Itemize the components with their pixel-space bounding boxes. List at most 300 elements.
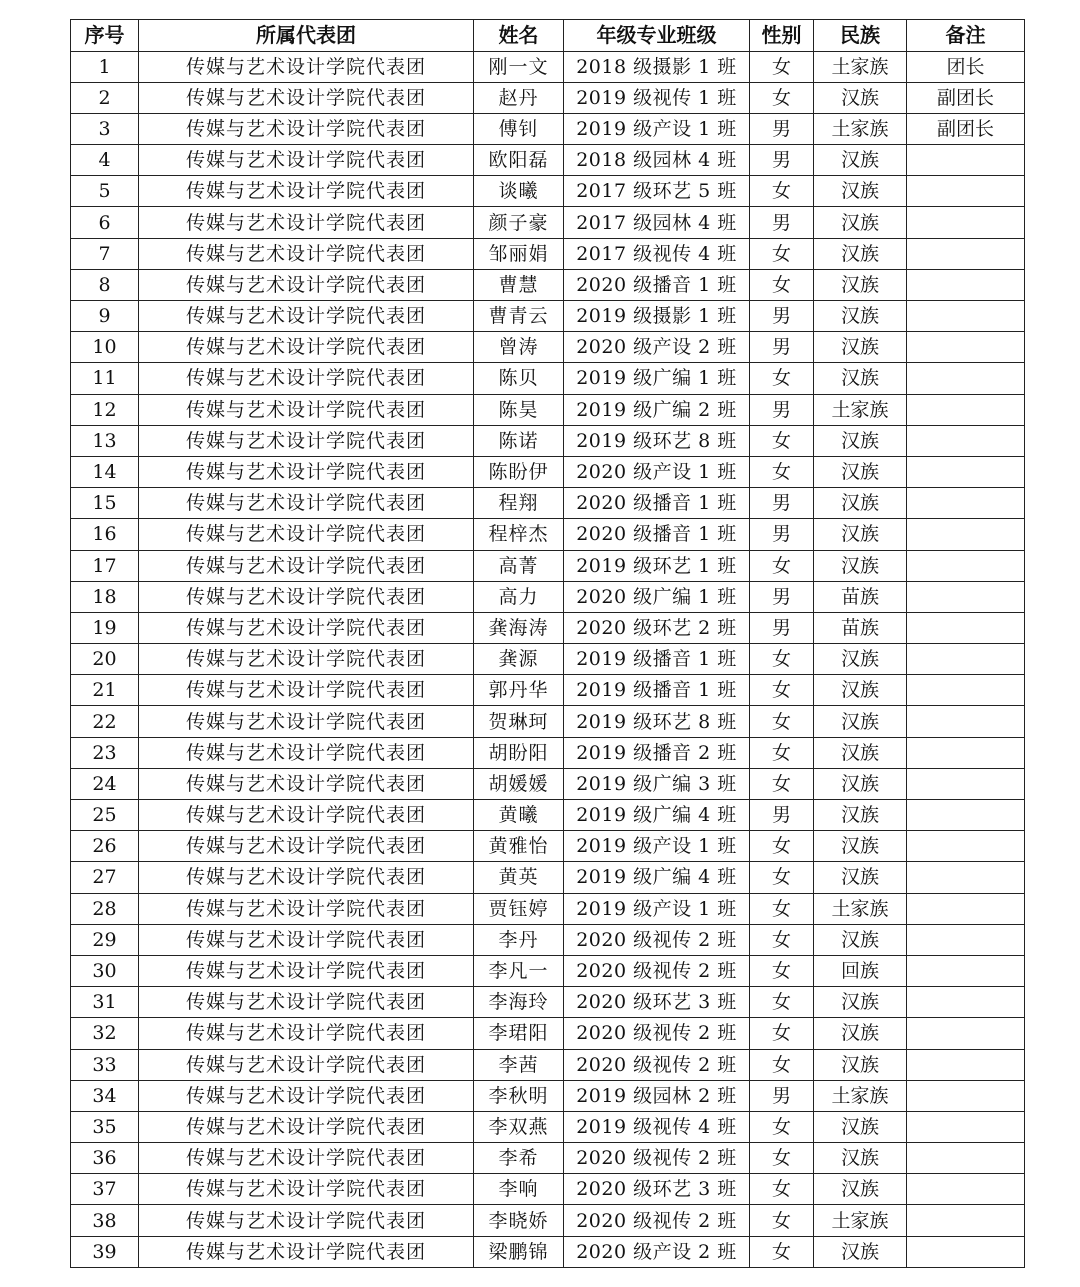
cell-delegation: 传媒与艺术设计学院代表团 <box>139 612 474 643</box>
cell-class: 2020 级视传 2 班 <box>564 955 750 986</box>
cell-remarks <box>907 1080 1025 1111</box>
cell-index: 13 <box>71 425 139 456</box>
cell-delegation: 传媒与艺术设计学院代表团 <box>139 955 474 986</box>
cell-gender: 女 <box>750 768 814 799</box>
cell-remarks <box>907 893 1025 924</box>
table-row <box>71 893 1025 924</box>
cell-remarks <box>907 176 1025 207</box>
cell-gender: 男 <box>750 113 814 144</box>
cell-ethnicity: 汉族 <box>814 363 907 394</box>
cell-remarks <box>907 550 1025 581</box>
cell-delegation: 传媒与艺术设计学院代表团 <box>139 706 474 737</box>
cell-gender: 男 <box>750 145 814 176</box>
table-row <box>71 550 1025 581</box>
cell-index: 36 <box>71 1143 139 1174</box>
cell-class: 2019 级广编 4 班 <box>564 862 750 893</box>
header-name: 姓名 <box>474 20 564 52</box>
cell-delegation: 传媒与艺术设计学院代表团 <box>139 269 474 300</box>
table-row <box>71 706 1025 737</box>
cell-gender: 女 <box>750 1111 814 1142</box>
cell-delegation: 传媒与艺术设计学院代表团 <box>139 581 474 612</box>
cell-remarks <box>907 581 1025 612</box>
cell-gender: 女 <box>750 644 814 675</box>
cell-remarks: 副团长 <box>907 113 1025 144</box>
cell-ethnicity: 汉族 <box>814 425 907 456</box>
cell-name: 李双燕 <box>474 1111 564 1142</box>
cell-class: 2020 级视传 2 班 <box>564 924 750 955</box>
cell-index: 5 <box>71 176 139 207</box>
cell-ethnicity: 汉族 <box>814 1236 907 1267</box>
cell-name: 陈盼伊 <box>474 456 564 487</box>
cell-ethnicity: 苗族 <box>814 581 907 612</box>
cell-class: 2019 级播音 1 班 <box>564 644 750 675</box>
table-row <box>71 1236 1025 1267</box>
cell-remarks <box>907 862 1025 893</box>
cell-delegation: 传媒与艺术设计学院代表团 <box>139 862 474 893</box>
table-row <box>71 768 1025 799</box>
cell-delegation: 传媒与艺术设计学院代表团 <box>139 1049 474 1080</box>
cell-gender: 女 <box>750 82 814 113</box>
cell-ethnicity: 汉族 <box>814 831 907 862</box>
cell-index: 4 <box>71 145 139 176</box>
cell-gender: 女 <box>750 1236 814 1267</box>
table-row <box>71 145 1025 176</box>
cell-index: 29 <box>71 924 139 955</box>
cell-gender: 男 <box>750 394 814 425</box>
cell-gender: 女 <box>750 706 814 737</box>
table-row <box>71 1205 1025 1236</box>
cell-class: 2020 级广编 1 班 <box>564 581 750 612</box>
cell-name: 胡盼阳 <box>474 737 564 768</box>
cell-name: 陈昊 <box>474 394 564 425</box>
cell-class: 2019 级产设 1 班 <box>564 113 750 144</box>
table-row <box>71 737 1025 768</box>
cell-name: 李凡一 <box>474 955 564 986</box>
table-row <box>71 269 1025 300</box>
cell-gender: 男 <box>750 1080 814 1111</box>
cell-ethnicity: 土家族 <box>814 1205 907 1236</box>
cell-index: 9 <box>71 301 139 332</box>
cell-gender: 女 <box>750 269 814 300</box>
cell-index: 28 <box>71 893 139 924</box>
cell-index: 1 <box>71 51 139 82</box>
cell-index: 6 <box>71 207 139 238</box>
delegation-roster-table <box>70 19 1025 1268</box>
cell-class: 2020 级视传 2 班 <box>564 1205 750 1236</box>
header-ethnicity: 民族 <box>814 20 907 52</box>
header-delegation: 所属代表团 <box>139 20 474 52</box>
cell-gender: 女 <box>750 924 814 955</box>
cell-ethnicity: 汉族 <box>814 145 907 176</box>
cell-class: 2019 级环艺 8 班 <box>564 706 750 737</box>
cell-remarks <box>907 425 1025 456</box>
cell-remarks <box>907 924 1025 955</box>
cell-name: 李丹 <box>474 924 564 955</box>
cell-name: 曾涛 <box>474 332 564 363</box>
cell-name: 李晓娇 <box>474 1205 564 1236</box>
cell-index: 17 <box>71 550 139 581</box>
cell-remarks <box>907 363 1025 394</box>
cell-remarks <box>907 612 1025 643</box>
cell-remarks <box>907 269 1025 300</box>
cell-name: 曹慧 <box>474 269 564 300</box>
cell-gender: 女 <box>750 893 814 924</box>
cell-gender: 男 <box>750 519 814 550</box>
cell-ethnicity: 汉族 <box>814 1174 907 1205</box>
cell-name: 谈曦 <box>474 176 564 207</box>
cell-remarks <box>907 456 1025 487</box>
cell-index: 21 <box>71 675 139 706</box>
cell-ethnicity: 汉族 <box>814 706 907 737</box>
table-row <box>71 363 1025 394</box>
table-row <box>71 51 1025 82</box>
cell-class: 2020 级产设 2 班 <box>564 332 750 363</box>
cell-delegation: 传媒与艺术设计学院代表团 <box>139 488 474 519</box>
cell-index: 14 <box>71 456 139 487</box>
cell-ethnicity: 汉族 <box>814 456 907 487</box>
table-row <box>71 301 1025 332</box>
cell-gender: 女 <box>750 425 814 456</box>
cell-gender: 女 <box>750 176 814 207</box>
cell-gender: 男 <box>750 581 814 612</box>
cell-ethnicity: 汉族 <box>814 924 907 955</box>
cell-index: 12 <box>71 394 139 425</box>
cell-ethnicity: 土家族 <box>814 1080 907 1111</box>
cell-remarks <box>907 800 1025 831</box>
cell-delegation: 传媒与艺术设计学院代表团 <box>139 1018 474 1049</box>
cell-ethnicity: 汉族 <box>814 675 907 706</box>
table-row <box>71 831 1025 862</box>
cell-remarks <box>907 831 1025 862</box>
cell-gender: 男 <box>750 800 814 831</box>
cell-index: 27 <box>71 862 139 893</box>
header-class: 年级专业班级 <box>564 20 750 52</box>
cell-gender: 女 <box>750 737 814 768</box>
cell-class: 2019 级广编 3 班 <box>564 768 750 799</box>
cell-delegation: 传媒与艺术设计学院代表团 <box>139 1111 474 1142</box>
cell-delegation: 传媒与艺术设计学院代表团 <box>139 1205 474 1236</box>
cell-gender: 女 <box>750 456 814 487</box>
table-row <box>71 1018 1025 1049</box>
cell-delegation: 传媒与艺术设计学院代表团 <box>139 1080 474 1111</box>
cell-class: 2019 级产设 1 班 <box>564 831 750 862</box>
table-row <box>71 425 1025 456</box>
table-row <box>71 456 1025 487</box>
cell-name: 高菁 <box>474 550 564 581</box>
table-row <box>71 644 1025 675</box>
cell-name: 李海玲 <box>474 987 564 1018</box>
cell-gender: 男 <box>750 207 814 238</box>
cell-ethnicity: 土家族 <box>814 394 907 425</box>
cell-class: 2019 级环艺 8 班 <box>564 425 750 456</box>
cell-gender: 女 <box>750 1018 814 1049</box>
cell-ethnicity: 汉族 <box>814 800 907 831</box>
cell-class: 2020 级环艺 3 班 <box>564 987 750 1018</box>
cell-ethnicity: 汉族 <box>814 238 907 269</box>
table-row <box>71 176 1025 207</box>
cell-gender: 男 <box>750 301 814 332</box>
cell-index: 25 <box>71 800 139 831</box>
cell-index: 38 <box>71 1205 139 1236</box>
table-row <box>71 800 1025 831</box>
cell-remarks <box>907 955 1025 986</box>
cell-class: 2017 级环艺 5 班 <box>564 176 750 207</box>
cell-remarks <box>907 145 1025 176</box>
cell-remarks <box>907 1205 1025 1236</box>
cell-ethnicity: 汉族 <box>814 1018 907 1049</box>
cell-index: 2 <box>71 82 139 113</box>
cell-remarks <box>907 1018 1025 1049</box>
cell-delegation: 传媒与艺术设计学院代表团 <box>139 1174 474 1205</box>
table-row <box>71 332 1025 363</box>
cell-remarks <box>907 1111 1025 1142</box>
cell-index: 15 <box>71 488 139 519</box>
cell-ethnicity: 汉族 <box>814 488 907 519</box>
cell-gender: 男 <box>750 332 814 363</box>
cell-delegation: 传媒与艺术设计学院代表团 <box>139 456 474 487</box>
cell-delegation: 传媒与艺术设计学院代表团 <box>139 519 474 550</box>
cell-name: 程梓杰 <box>474 519 564 550</box>
cell-class: 2018 级摄影 1 班 <box>564 51 750 82</box>
cell-ethnicity: 回族 <box>814 955 907 986</box>
cell-delegation: 传媒与艺术设计学院代表团 <box>139 800 474 831</box>
cell-name: 陈贝 <box>474 363 564 394</box>
cell-class: 2019 级视传 1 班 <box>564 82 750 113</box>
cell-index: 39 <box>71 1236 139 1267</box>
cell-name: 刚一文 <box>474 51 564 82</box>
cell-remarks <box>907 301 1025 332</box>
cell-name: 李珺阳 <box>474 1018 564 1049</box>
cell-index: 20 <box>71 644 139 675</box>
cell-ethnicity: 汉族 <box>814 768 907 799</box>
cell-class: 2019 级广编 1 班 <box>564 363 750 394</box>
cell-class: 2019 级产设 1 班 <box>564 893 750 924</box>
cell-remarks <box>907 332 1025 363</box>
table-row <box>71 394 1025 425</box>
cell-class: 2019 级广编 4 班 <box>564 800 750 831</box>
header-row <box>71 20 1025 52</box>
cell-gender: 女 <box>750 675 814 706</box>
cell-gender: 女 <box>750 1049 814 1080</box>
cell-remarks: 团长 <box>907 51 1025 82</box>
cell-ethnicity: 汉族 <box>814 1111 907 1142</box>
cell-index: 33 <box>71 1049 139 1080</box>
cell-class: 2020 级环艺 3 班 <box>564 1174 750 1205</box>
cell-name: 李响 <box>474 1174 564 1205</box>
cell-name: 赵丹 <box>474 82 564 113</box>
cell-delegation: 传媒与艺术设计学院代表团 <box>139 394 474 425</box>
cell-index: 7 <box>71 238 139 269</box>
cell-ethnicity: 土家族 <box>814 51 907 82</box>
cell-name: 梁鹏锦 <box>474 1236 564 1267</box>
delegation-roster-sheet <box>70 19 1024 1268</box>
cell-gender: 女 <box>750 955 814 986</box>
cell-name: 龚海涛 <box>474 612 564 643</box>
cell-delegation: 传媒与艺术设计学院代表团 <box>139 176 474 207</box>
cell-remarks <box>907 394 1025 425</box>
cell-gender: 女 <box>750 51 814 82</box>
cell-remarks <box>907 737 1025 768</box>
cell-name: 李希 <box>474 1143 564 1174</box>
cell-name: 曹青云 <box>474 301 564 332</box>
cell-index: 22 <box>71 706 139 737</box>
cell-class: 2020 级环艺 2 班 <box>564 612 750 643</box>
cell-class: 2020 级播音 1 班 <box>564 488 750 519</box>
cell-index: 10 <box>71 332 139 363</box>
cell-remarks <box>907 238 1025 269</box>
cell-ethnicity: 汉族 <box>814 269 907 300</box>
cell-index: 31 <box>71 987 139 1018</box>
cell-name: 程翔 <box>474 488 564 519</box>
cell-delegation: 传媒与艺术设计学院代表团 <box>139 145 474 176</box>
cell-name: 高力 <box>474 581 564 612</box>
cell-delegation: 传媒与艺术设计学院代表团 <box>139 675 474 706</box>
cell-ethnicity: 汉族 <box>814 207 907 238</box>
cell-ethnicity: 汉族 <box>814 1049 907 1080</box>
cell-gender: 女 <box>750 238 814 269</box>
cell-class: 2019 级广编 2 班 <box>564 394 750 425</box>
header-gender: 性别 <box>750 20 814 52</box>
cell-name: 李秋明 <box>474 1080 564 1111</box>
table-row <box>71 238 1025 269</box>
cell-name: 欧阳磊 <box>474 145 564 176</box>
cell-name: 龚源 <box>474 644 564 675</box>
cell-ethnicity: 汉族 <box>814 82 907 113</box>
table-row <box>71 207 1025 238</box>
cell-index: 37 <box>71 1174 139 1205</box>
cell-name: 邹丽娟 <box>474 238 564 269</box>
cell-gender: 女 <box>750 862 814 893</box>
cell-gender: 女 <box>750 987 814 1018</box>
cell-remarks <box>907 644 1025 675</box>
cell-remarks <box>907 1236 1025 1267</box>
cell-delegation: 传媒与艺术设计学院代表团 <box>139 238 474 269</box>
cell-delegation: 传媒与艺术设计学院代表团 <box>139 550 474 581</box>
cell-class: 2019 级播音 2 班 <box>564 737 750 768</box>
cell-remarks <box>907 488 1025 519</box>
cell-gender: 女 <box>750 550 814 581</box>
cell-gender: 女 <box>750 1174 814 1205</box>
cell-index: 35 <box>71 1111 139 1142</box>
cell-delegation: 传媒与艺术设计学院代表团 <box>139 737 474 768</box>
cell-delegation: 传媒与艺术设计学院代表团 <box>139 207 474 238</box>
cell-class: 2017 级园林 4 班 <box>564 207 750 238</box>
cell-ethnicity: 苗族 <box>814 612 907 643</box>
cell-delegation: 传媒与艺术设计学院代表团 <box>139 301 474 332</box>
cell-ethnicity: 汉族 <box>814 644 907 675</box>
cell-delegation: 传媒与艺术设计学院代表团 <box>139 82 474 113</box>
cell-class: 2019 级播音 1 班 <box>564 675 750 706</box>
cell-index: 18 <box>71 581 139 612</box>
table-row <box>71 862 1025 893</box>
cell-class: 2019 级园林 2 班 <box>564 1080 750 1111</box>
table-row <box>71 1111 1025 1142</box>
cell-class: 2017 级视传 4 班 <box>564 238 750 269</box>
cell-delegation: 传媒与艺术设计学院代表团 <box>139 363 474 394</box>
cell-ethnicity: 土家族 <box>814 113 907 144</box>
cell-remarks <box>907 768 1025 799</box>
cell-class: 2020 级产设 2 班 <box>564 1236 750 1267</box>
cell-gender: 女 <box>750 1205 814 1236</box>
cell-gender: 女 <box>750 831 814 862</box>
cell-name: 陈诺 <box>474 425 564 456</box>
cell-index: 16 <box>71 519 139 550</box>
cell-remarks <box>907 519 1025 550</box>
cell-index: 3 <box>71 113 139 144</box>
table-row <box>71 1143 1025 1174</box>
cell-ethnicity: 汉族 <box>814 1143 907 1174</box>
cell-ethnicity: 汉族 <box>814 737 907 768</box>
cell-index: 23 <box>71 737 139 768</box>
cell-ethnicity: 汉族 <box>814 301 907 332</box>
cell-delegation: 传媒与艺术设计学院代表团 <box>139 893 474 924</box>
cell-remarks <box>907 706 1025 737</box>
cell-class: 2020 级视传 2 班 <box>564 1143 750 1174</box>
cell-delegation: 传媒与艺术设计学院代表团 <box>139 332 474 363</box>
cell-index: 11 <box>71 363 139 394</box>
cell-name: 李茜 <box>474 1049 564 1080</box>
cell-gender: 男 <box>750 488 814 519</box>
cell-delegation: 传媒与艺术设计学院代表团 <box>139 924 474 955</box>
cell-gender: 女 <box>750 363 814 394</box>
cell-name: 黄曦 <box>474 800 564 831</box>
table-row <box>71 612 1025 643</box>
cell-ethnicity: 汉族 <box>814 550 907 581</box>
cell-delegation: 传媒与艺术设计学院代表团 <box>139 113 474 144</box>
table-row <box>71 1049 1025 1080</box>
header-index: 序号 <box>71 20 139 52</box>
cell-gender: 女 <box>750 1143 814 1174</box>
cell-delegation: 传媒与艺术设计学院代表团 <box>139 1236 474 1267</box>
table-row <box>71 82 1025 113</box>
cell-ethnicity: 汉族 <box>814 862 907 893</box>
roster-body <box>71 51 1025 1267</box>
cell-name: 黄雅怡 <box>474 831 564 862</box>
cell-name: 颜子豪 <box>474 207 564 238</box>
table-row <box>71 519 1025 550</box>
cell-class: 2020 级播音 1 班 <box>564 269 750 300</box>
cell-index: 24 <box>71 768 139 799</box>
cell-remarks <box>907 1049 1025 1080</box>
cell-delegation: 传媒与艺术设计学院代表团 <box>139 987 474 1018</box>
cell-delegation: 传媒与艺术设计学院代表团 <box>139 644 474 675</box>
table-row <box>71 1080 1025 1111</box>
cell-class: 2020 级产设 1 班 <box>564 456 750 487</box>
cell-class: 2019 级摄影 1 班 <box>564 301 750 332</box>
cell-name: 胡媛媛 <box>474 768 564 799</box>
cell-delegation: 传媒与艺术设计学院代表团 <box>139 768 474 799</box>
cell-name: 黄英 <box>474 862 564 893</box>
cell-delegation: 传媒与艺术设计学院代表团 <box>139 425 474 456</box>
cell-remarks <box>907 1143 1025 1174</box>
cell-ethnicity: 汉族 <box>814 519 907 550</box>
cell-index: 34 <box>71 1080 139 1111</box>
cell-class: 2020 级视传 2 班 <box>564 1018 750 1049</box>
table-row <box>71 955 1025 986</box>
cell-name: 贾钰婷 <box>474 893 564 924</box>
cell-delegation: 传媒与艺术设计学院代表团 <box>139 1143 474 1174</box>
cell-remarks <box>907 987 1025 1018</box>
cell-name: 傅钊 <box>474 113 564 144</box>
table-row <box>71 675 1025 706</box>
table-row <box>71 488 1025 519</box>
header-remarks: 备注 <box>907 20 1025 52</box>
cell-remarks <box>907 207 1025 238</box>
cell-index: 26 <box>71 831 139 862</box>
table-row <box>71 581 1025 612</box>
cell-remarks <box>907 675 1025 706</box>
cell-gender: 男 <box>750 612 814 643</box>
